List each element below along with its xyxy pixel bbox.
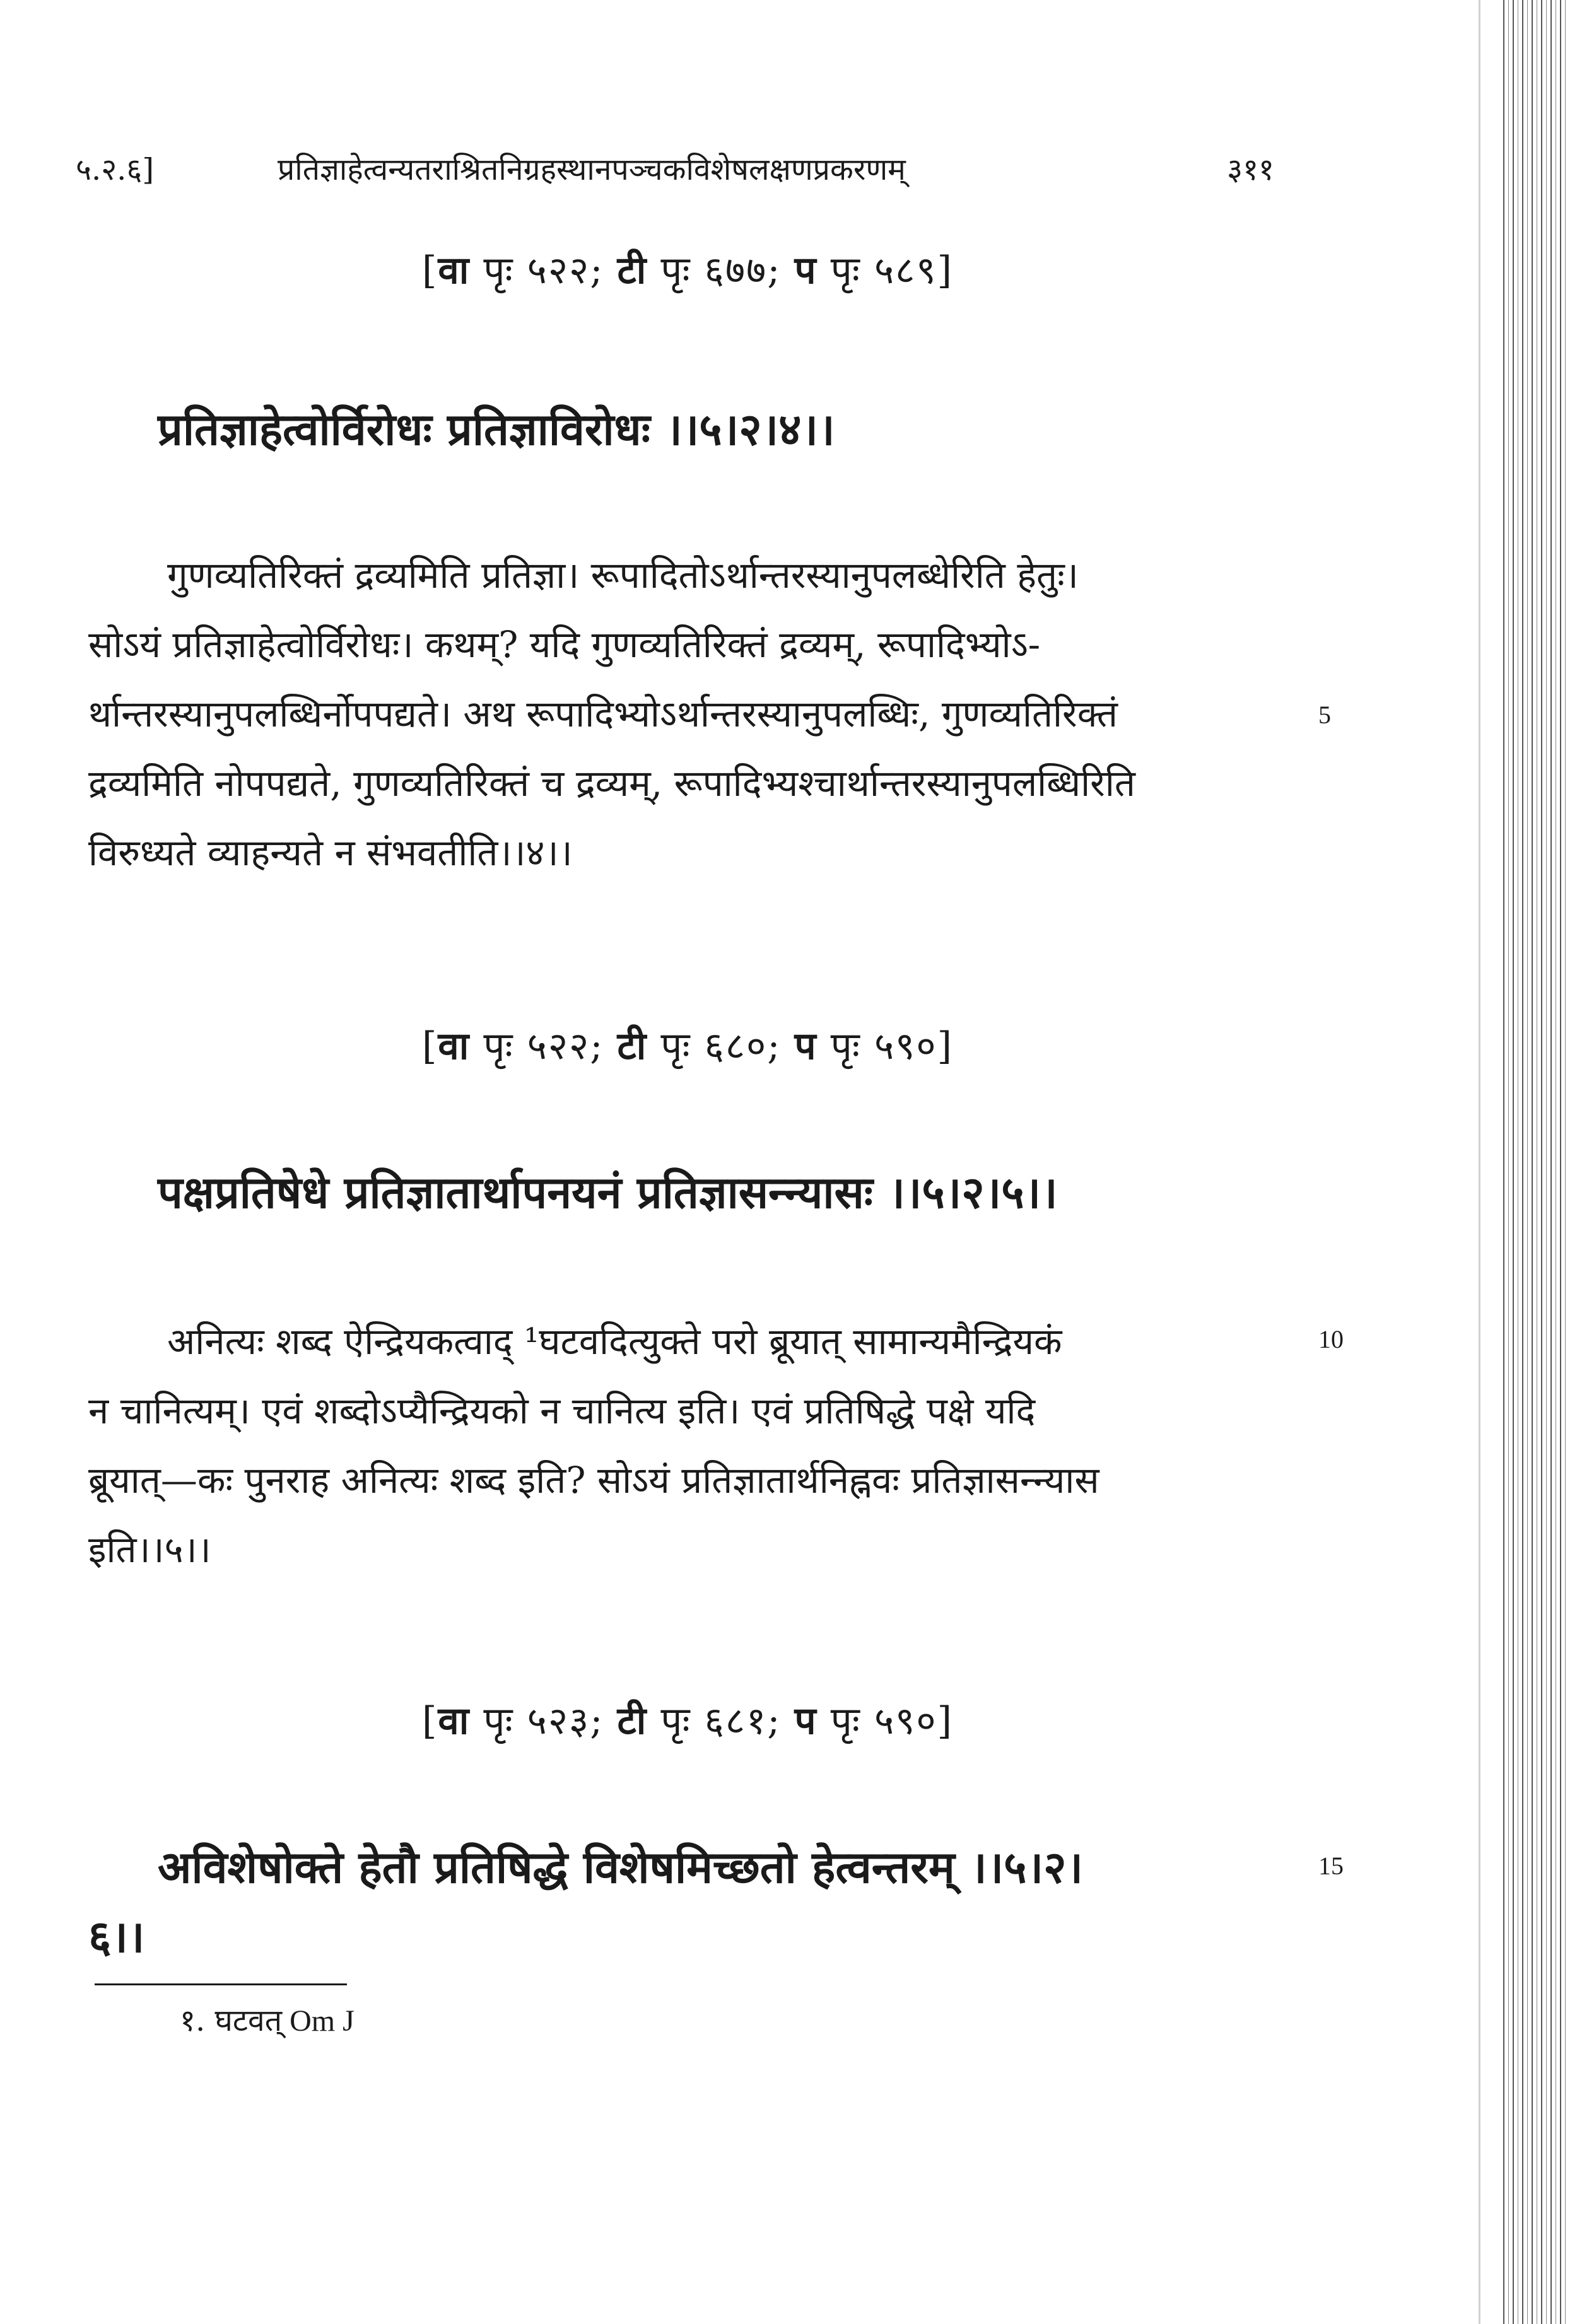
text-line: गुणव्यतिरिक्तं द्रव्यमिति प्रतिज्ञा। रूपादितोऽर्थान्तरस्यानुपलब्धेरिति हेतुः। xyxy=(167,554,1079,597)
reference-line-3: [वा पृः ५२३; टी पृः ६८१; प पृः ५९०] xyxy=(421,1699,954,1743)
text-line: अनित्यः शब्द ऐन्द्रियकत्वाद् ¹घटवदित्युक्ते परो ब्रूयात् सामान्यमैन्द्रियकं xyxy=(167,1320,1062,1363)
ref-pa-label: प xyxy=(794,1699,818,1743)
sutra-heading-6: अविशेषोक्ते हेतौ प्रतिषिद्धे विशेषमिच्छतो हेत्वन्तरम् ।।५।२। xyxy=(158,1841,1084,1893)
reference-line-1: [वा पृः ५२२; टी पृः ६७७; प पृः ५८९] xyxy=(421,248,954,293)
footnote-rule xyxy=(95,1983,347,1985)
ref-pa-label: प xyxy=(794,248,818,293)
ref-pa-page: पृः ५९० xyxy=(817,1699,937,1743)
line-number-10: 10 xyxy=(1318,1325,1344,1353)
ref-pa-page: पृः ५८९ xyxy=(817,248,937,293)
sutra-heading-4: प्रतिज्ञाहेत्वोर्विरोधः प्रतिज्ञाविरोधः ।।५।२।४।। xyxy=(158,403,835,455)
ref-va-page: पृः ५२३; xyxy=(470,1699,618,1743)
ref-va-label: वा xyxy=(438,1699,471,1743)
ref-va-page: पृः ५२२; xyxy=(470,248,618,293)
ref-ti-label: टी xyxy=(617,1699,648,1743)
ref-ti-page: पृः ६८१; xyxy=(647,1699,795,1743)
ref-va-label: वा xyxy=(438,1024,471,1068)
footnote xyxy=(180,1999,355,2040)
text-line: ब्रूयात्—कः पुनराह अनित्यः शब्द इति? सोऽयं प्रतिज्ञातार्थनिह्नवः प्रतिज्ञासन्न्यास xyxy=(88,1459,1099,1502)
book-binding-edge xyxy=(1499,0,1569,2324)
ref-ti-label: टी xyxy=(617,1024,648,1068)
text-line: न चानित्यम्। एवं शब्दोऽप्यैन्द्रियको न चानित्य इति। एवं प्रतिषिद्धे पक्षे यदि xyxy=(88,1389,1036,1432)
footnote-note: Om J xyxy=(282,2004,355,2038)
ref-pa-label: प xyxy=(794,1024,818,1068)
chapter-title: प्रतिज्ञाहेत्वन्यतराश्रितनिग्रहस्थानपञ्चकविशेषलक्षणप्रकरणम् xyxy=(278,152,906,187)
section-number: ५.२.६] xyxy=(76,152,155,187)
line-number-5: 5 xyxy=(1318,701,1331,729)
page-number: ३११ xyxy=(1227,152,1274,187)
ref-ti-page: पृः ६७७; xyxy=(647,248,795,293)
sutra-heading-6-continued: ६।। xyxy=(88,1910,145,1963)
sutra-heading-5: पक्षप्रतिषेधे प्रतिज्ञातार्थापनयनं प्रतिज्ञासन्न्यासः ।।५।२।५।। xyxy=(158,1166,1058,1218)
text-line: र्थान्तरस्यानुपलब्धिर्नोपपद्यते। अथ रूपादिभ्योऽर्थान्तरस्यानुपलब्धिः, गुणव्यतिरिक्तं xyxy=(88,692,1118,735)
ref-va-page: पृः ५२२; xyxy=(470,1024,618,1068)
ref-va-label: वा xyxy=(438,248,471,293)
line-number-15: 15 xyxy=(1318,1852,1344,1880)
ref-ti-page: पृः ६८०; xyxy=(647,1024,795,1068)
text-line: विरुध्यते व्याहन्यते न संभवतीति।।४।। xyxy=(88,831,573,874)
running-head xyxy=(76,148,1274,199)
footnote-text: घटवत् xyxy=(205,2003,283,2038)
page-edge-line xyxy=(1479,0,1480,2324)
ref-ti-label: टी xyxy=(617,248,648,293)
ref-pa-page: पृः ५९० xyxy=(817,1024,937,1068)
footnote-marker: १. xyxy=(180,2003,206,2038)
text-line: सोऽयं प्रतिज्ञाहेत्वोर्विरोधः। कथम्? यदि गुणव्यतिरिक्तं द्रव्यम्, रूपादिभ्योऽ- xyxy=(88,623,1041,666)
reference-line-2: [वा पृः ५२२; टी पृः ६८०; प पृः ५९०] xyxy=(421,1024,954,1068)
text-line: इति।।५।। xyxy=(88,1528,211,1571)
text-line: द्रव्यमिति नोपपद्यते, गुणव्यतिरिक्तं च द्रव्यम्, रूपादिभ्यश्चार्थान्तरस्यानुपलब्धिरिति xyxy=(88,762,1135,805)
